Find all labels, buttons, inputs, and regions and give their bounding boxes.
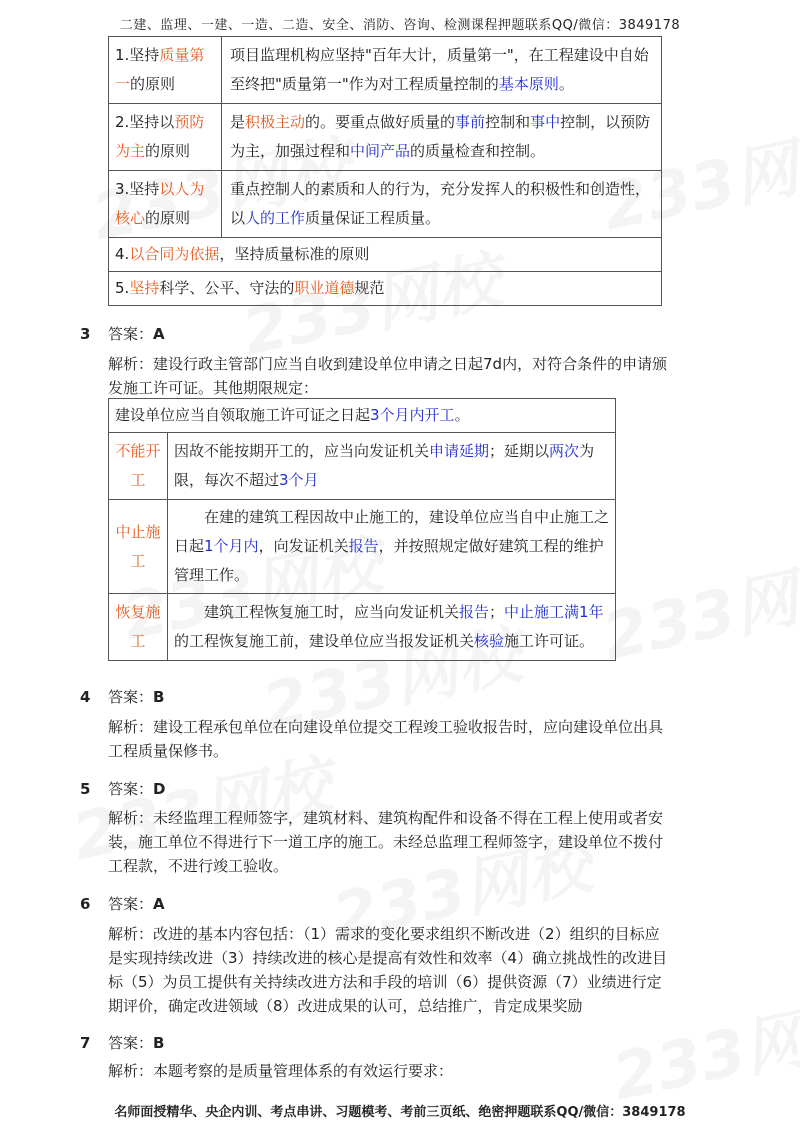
principles-table: [108, 36, 662, 306]
permit-content: 因故不能按期开工的，应当向发证机关申请延期；延期以两次为限，每次不超过3个月: [168, 433, 616, 500]
permit-content: 在建的建筑工程因故中止施工的，建设单位应当自中止施工之日起1个月内，向发证机关报告，并按照规定做好建筑工程的维护管理工作。: [168, 500, 616, 594]
principle-full: 5.坚持科学、公平、守法的职业道德规范: [109, 272, 662, 306]
table-row: [109, 104, 662, 171]
principle-label: 2.坚持以预防为主的原则: [109, 104, 222, 171]
permit-label: 中止施工: [109, 500, 168, 594]
answer-line: 3 答案：A: [80, 325, 165, 343]
answer-line: 6 答案：A: [80, 895, 165, 913]
explanation: 解析：建设工程承包单位在向建设单位提交工程竣工验收报告时，应向建设单位出具工程质量保修书。: [108, 718, 664, 760]
permit-label: 恢复施工: [109, 594, 168, 661]
page-footer: 名师面授精华、央企内训、考点串讲、习题模考、考前三页纸、绝密押题联系QQ/微信：3849178: [114, 1105, 686, 1120]
principle-content: 重点控制人的素质和人的行为，充分发挥人的积极性和创造性，以人的工作质量保证工程质量。: [222, 171, 662, 238]
answer-line: 4 答案：B: [80, 688, 165, 706]
answer-line: 5 答案：D: [80, 780, 166, 798]
permit-deadline-table: [108, 398, 616, 661]
table-row: [109, 500, 616, 594]
watermark: [593, 534, 800, 678]
principle-label: 1.坚持质量第一的原则: [109, 37, 222, 104]
explanation: 解析：改进的基本内容包括：（1）需求的变化要求组织不断改进（2）组织的目标应是实现持续改进（3）持续改进的核心是提高有效性和效率（4）确立挑战性的改进目标（5）为员工提供有关持续改进方法和手段的培训（6）提供资源（7）业绩进行定期评价，确定改进领域（8）改进成果的认可，总结推广，肯定成果奖励: [108, 925, 668, 1015]
principle-label: 3.坚持以人为核心的原则: [109, 171, 222, 238]
explanation: 解析：未经监理工程师签字，建筑材料、建筑构配件和设备不得在工程上使用或者安装，施工单位不得进行下一道工序的施工。未经总监理工程师签字，建设单位不拨付工程款，不进行竣工验收。: [108, 809, 664, 875]
table-row: [109, 272, 662, 306]
explanation: 解析：本题考察的是质量管理体系的有效运行要求：: [108, 1062, 454, 1080]
permit-label: 不能开工: [109, 433, 168, 500]
principle-full: 4.以合同为依据，坚持质量标准的原则: [109, 238, 662, 272]
table-row: [109, 37, 662, 104]
principle-content: 是积极主动的。要重点做好质量的事前控制和事中控制，以预防为主，加强过程和中间产品的质量检查和控制。: [222, 104, 662, 171]
table-row: [109, 594, 616, 661]
permit-header: 建设单位应当自领取施工许可证之日起3个月内开工。: [109, 399, 616, 433]
table-row: [109, 399, 616, 433]
explanation: 解析：建设行政主管部门应当自收到建设单位申请之日起7d内，对符合条件的申请颁发施工许可证。其他期限规定：: [108, 355, 668, 397]
table-row: [109, 238, 662, 272]
permit-content: 建筑工程恢复施工时，应当向发证机关报告；中止施工满1年的工程恢复施工前，建设单位应当报发证机关核验施工许可证。: [168, 594, 616, 661]
table-row: [109, 171, 662, 238]
answer-line: 7 答案：B: [80, 1034, 165, 1052]
page-header: 二建、监理、一建、一造、二造、安全、消防、咨询、检测课程押题联系QQ/微信：3849178: [119, 18, 681, 33]
principle-content: 项目监理机构应坚持"百年大计，质量第一"，在工程建设中自始至终把"质量第一"作为对工程质量控制的基本原则。: [222, 37, 662, 104]
table-row: [109, 433, 616, 500]
